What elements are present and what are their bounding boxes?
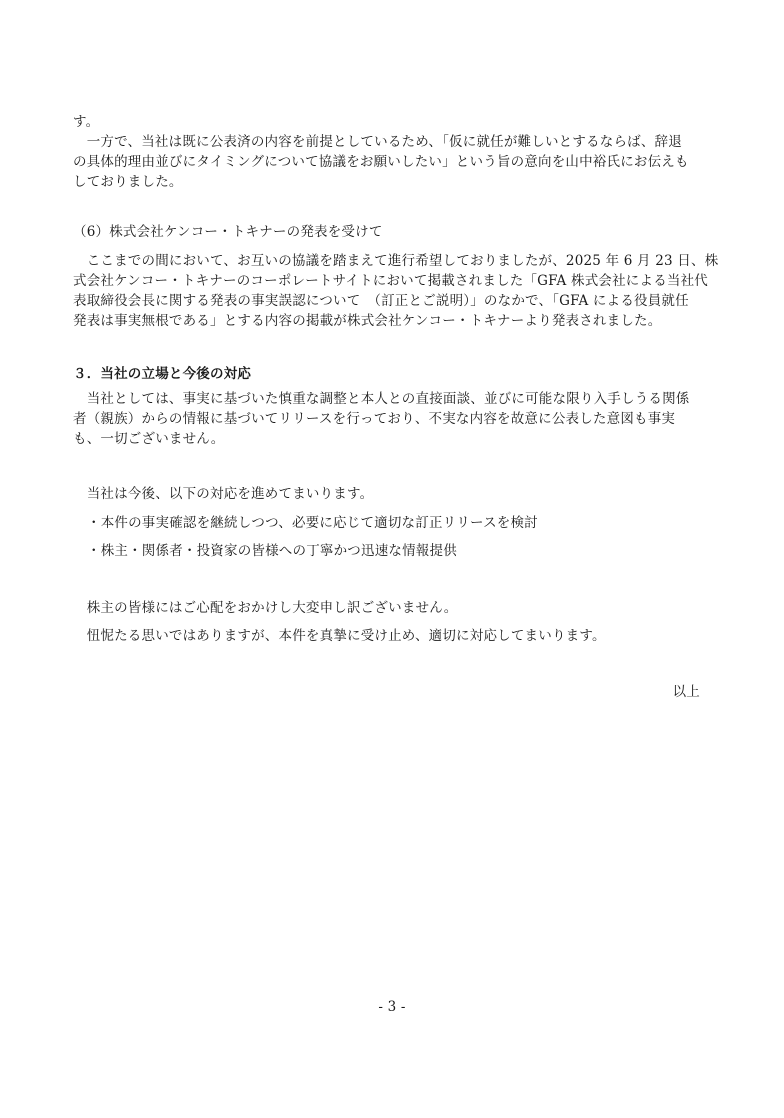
apology-line: 株主の皆様にはご心配をおかけし大変申し訳ございません。 <box>73 600 458 616</box>
closing-mark: 以上 <box>672 684 700 700</box>
paragraph-line: 一方で、当社は既に公表済の内容を前提としているため、「仮に就任が難しいとするならば、辞退 <box>73 134 682 150</box>
paragraph-line: 発表は事実無根である」とする内容の掲載が株式会社ケンコー・トキナーより発表されました。 <box>73 313 662 329</box>
bullet-item: ・株主・関係者・投資家の皆様への丁寧かつ迅速な情報提供 <box>87 543 457 559</box>
bullet-item: ・本件の事実確認を継続しつつ、必要に応じて適切な訂正リリースを検討 <box>87 515 538 531</box>
paragraph-line: す。 <box>73 114 100 130</box>
page-number: - 3 - <box>378 999 406 1015</box>
paragraph-line: ここまでの間において、お互いの協議を踏まえて進行希望しておりましたが、2025 年 6 月 23 日、株 <box>73 253 719 269</box>
paragraph-line: 表取締役会長に関する発表の事実誤認について （訂正とご説明）」のなかで、「GFA による役員就任 <box>73 293 689 309</box>
paragraph-line: 式会社ケンコー・トキナーのコーポレートサイトにおいて掲載されました「GFA 株式会社による当社代 <box>73 273 708 289</box>
section-3-heading: ３．当社の立場と今後の対応 <box>73 366 252 382</box>
policy-intro: 当社は今後、以下の対応を進めてまいります。 <box>73 486 374 502</box>
commitment-line: 忸怩たる思いではありますが、本件を真摯に受け止め、適切に対応してまいります。 <box>73 628 606 644</box>
paragraph-line: しておりました。 <box>73 174 183 190</box>
subsection-6-title: （6）株式会社ケンコー・トキナーの発表を受けて <box>73 224 383 240</box>
paragraph-line: 当社としては、事実に基づいた慎重な調整と本人との直接面談、並びに可能な限り入手しうる関係 <box>73 391 690 407</box>
paragraph-line: も、一切ございません。 <box>73 431 225 447</box>
paragraph-line: の具体的理由並びにタイミングについて協議をお願いしたい」という旨の意向を山中裕氏にお伝えも <box>73 154 689 170</box>
paragraph-line: 者（親族）からの情報に基づいてリリースを行っており、不実な内容を故意に公表した意図も事実 <box>73 411 676 427</box>
